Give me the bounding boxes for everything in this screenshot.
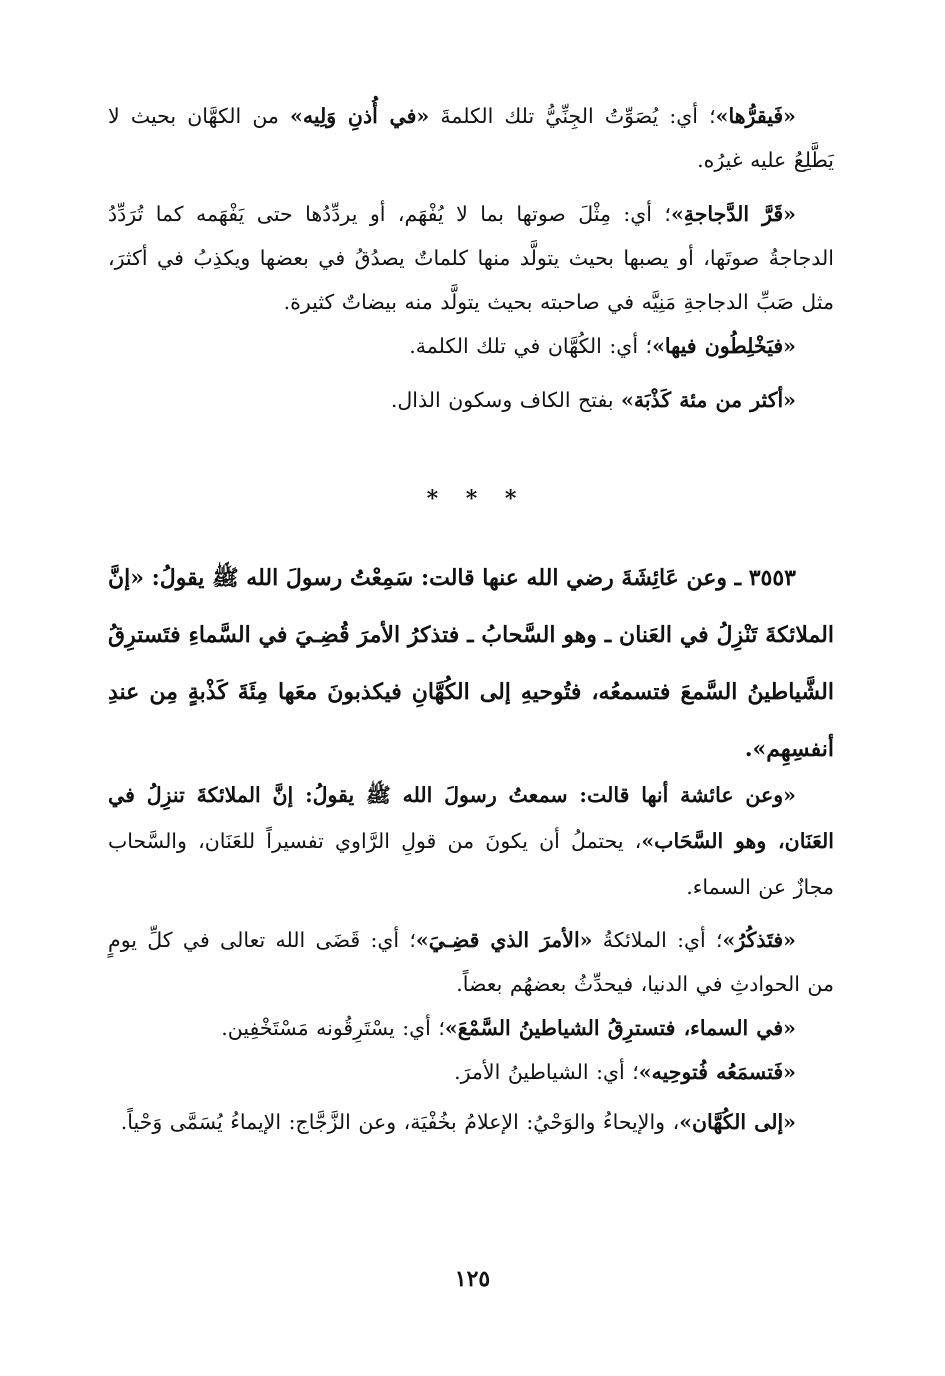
quoted-term: «فتَذكُرُ» [722,928,796,952]
commentary-text: ، والإيحاءُ والوَحْيُ: الإعلامُ بخُفْيَة، وعن الزَّجَّاج: الإيماءُ يُسَمَّى وَحْياً. [120,1110,680,1134]
quoted-term: «قَرَّ الدَّجاجةِ» [670,202,796,226]
commentary-text: ؛ أي: مِثْلَ صوتها بما لا يُفْهَم، أو يردِّدُها حتى يَفْهَمه كما تُرَدِّدُ الدجاجةُ صوتَها، أو يصبها بحيث يتولَّد منها كلماتٌ يصدُقُ في بعضها ويكذِبُ في أكثرَ، مثل صَبِّ الدجاجةِ مَنِيَّه في صاحبته بحيث يتولَّد منه بيضاتٌ كثيرة. [108,202,834,314]
hadith-block [108,550,834,778]
quoted-term: «الأمرَ الذي قضِـيَ» [415,928,593,952]
commentary-paragraph [108,918,834,1006]
commentary-paragraph [108,94,834,182]
commentary-paragraph [108,192,834,324]
quoted-term: «إلى الكُهَّان» [679,1110,796,1134]
commentary-text: من الكهَّان بحيث لا يَطَّلِعُ عليه غيرُه. [108,104,834,172]
quoted-term: «في السماء، فتسترِقُ الشياطينُ السَّمْعَ» [444,1016,796,1040]
commentary-paragraph [108,1050,834,1094]
commentary-paragraph [108,378,834,422]
commentary-text: ؛ أي: الكُهَّان في تلك الكلمة. [409,334,653,358]
quoted-term: «فَتسمَعُه فُتوحِيه» [638,1060,796,1084]
commentary-text: ؛ أي: يسْتَرِقُونه مَسْتَخْفِين. [221,1016,445,1040]
commentary-text: ، يحتملُ أن يكونَ من قولِ الرَّاوي تفسيراً للعَنَان، والسَّحاب مجازٌ عن السماء. [108,829,834,899]
commentary-top [108,94,834,422]
quoted-term: «في أُذنِ وَلِيه» [290,104,430,128]
commentary-text: بفتح الكاف وسكون الذال. [390,388,622,412]
commentary-text: ؛ أي: الشياطينُ الأمرَ. [454,1060,639,1084]
commentary-paragraph [108,324,834,368]
commentary-paragraph [108,1006,834,1050]
quoted-term: «فيَخْلِطُون فيها» [652,334,796,358]
hadith-text: ٣٥٥٣ ـ وعن عَائِشَةَ رضي الله عنها قالت: سَمِعْتُ رسولَ الله ﷺ يقولُ: «إنَّ الملائكةَ تَنْزِلُ في العَنان ـ وهو السَّحابُ ـ فتذكرُ الأمرَ قُضِـيَ في السَّماءِ فتَسترِقُ الشَّياطينُ السَّمعَ فتسمعُه، فتُوحيهِ إلى الكُهَّانِ فيكذبونَ معَها مِئَةَ كَذْبةٍ مِن عندِ أنفسِهِم». [108,565,834,762]
quoted-term: «أكثر من مئة كَذْبَة» [621,388,796,412]
quoted-term: «فَيقرُّها» [715,104,796,128]
quoted-term: «وعن عائشة أنها قالت: سمعتُ رسولَ الله ﷺ يقولُ: إنَّ الملائكةَ تنزِلُ في العَنَان، وهو السَّحَاب» [108,783,834,853]
commentary-paragraph [108,772,834,910]
section-separator: * * * [426,486,527,512]
commentary-text: ؛ أي: الملائكةُ [592,928,723,952]
commentary-paragraph [108,1100,834,1144]
commentary-text: ؛ أي: قَضَى الله تعالى في كلِّ يومٍ من الحوادثِ في الدنيا، فيحدِّثُ بعضهُم بعضاً. [108,928,834,996]
commentary-bottom [108,772,834,1144]
commentary-text: ؛ أي: يُصَوِّتُ الجِنِّيُّ تلك الكلمةَ [429,104,716,128]
page-number: ١٢٥ [454,1266,491,1292]
